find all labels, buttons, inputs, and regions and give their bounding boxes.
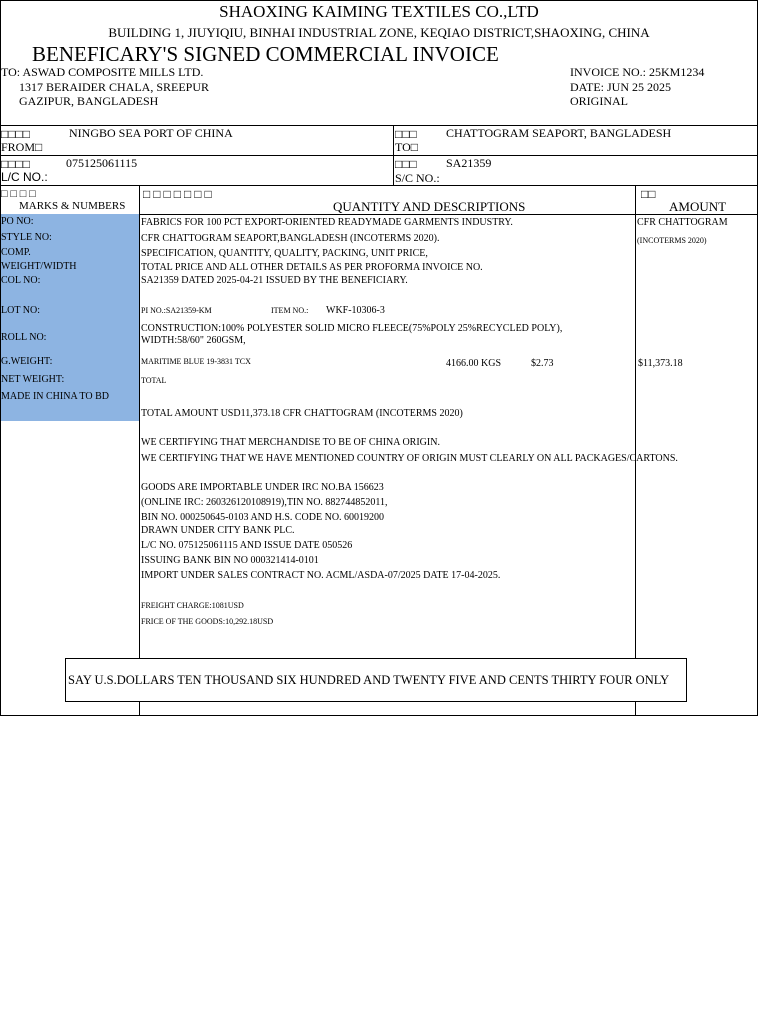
goods-line: L/C NO. 075125061115 AND ISSUE DATE 050526 xyxy=(141,540,353,551)
from-port: NINGBO SEA PORT OF CHINA xyxy=(69,126,233,140)
to-port: CHATTOGRAM SEAPORT, BANGLADESH xyxy=(446,126,672,140)
company-name: SHAOXING KAIMING TEXTILES CO.,LTD xyxy=(219,2,539,21)
goods-line: ISSUING BANK BIN NO 000321414-0101 xyxy=(141,555,319,566)
sc-number: SA21359 xyxy=(446,156,492,170)
unit-price: $2.73 xyxy=(531,358,554,369)
marks-po: PO NO: xyxy=(1,216,34,227)
marks-style: STYLE NO: xyxy=(1,232,52,243)
invoice-original-mark: ORIGINAL xyxy=(570,94,628,108)
goods-line: (ONLINE IRC: 260326120108919),TIN NO. 882744852011, xyxy=(141,497,388,508)
marks-cn-header: □ □ □ □ xyxy=(1,188,36,200)
item-number: WKF-10306-3 xyxy=(326,305,385,316)
total-label: TOTAL xyxy=(141,376,167,385)
amount-terms: CFR CHATTOGRAM xyxy=(637,217,728,228)
quantity: 4166.00 KGS xyxy=(446,358,502,369)
total-amount-text: TOTAL AMOUNT USD11,373.18 CFR CHATTOGRAM (INCOTERMS 2020) xyxy=(141,408,463,419)
description-header: QUANTITY AND DESCRIPTIONS xyxy=(333,199,526,214)
to-cn-label: □□□ xyxy=(395,127,417,141)
certification-line: WE CERTIFYING THAT WE HAVE MENTIONED COUNTRY OF ORIGIN MUST CLEARLY ON ALL PACKAGES/CARTONS. xyxy=(141,453,678,464)
freight-charge: FREIGHT CHARGE:1081USD xyxy=(141,601,244,610)
amount-cn-header: □□ xyxy=(641,187,656,201)
goods-line: BIN NO. 000250645-0103 AND H.S. CODE NO. 60019200 xyxy=(141,512,385,523)
marks-lot: LOT NO: xyxy=(1,305,40,316)
construction: CONSTRUCTION:100% POLYESTER SOLID MICRO FLEECE(75%POLY 25%RECYCLED POLY), xyxy=(141,323,563,334)
amount-in-words-box xyxy=(65,658,687,702)
goods-line: GOODS ARE IMPORTABLE UNDER IRC NO.BA 156623 xyxy=(141,482,384,493)
width-spec: WIDTH:58/60" 260GSM, xyxy=(141,335,246,346)
marks-net-weight: NET WEIGHT: xyxy=(1,374,65,385)
description-line: SA21359 DATED 2025-04-21 ISSUED BY THE BENEFICIARY. xyxy=(141,275,408,286)
description-cn-header: □ □ □ □ □ □ □ xyxy=(143,187,212,201)
marks-col: COL NO: xyxy=(1,275,41,286)
description-line: FABRICS FOR 100 PCT EXPORT-ORIENTED READYMADE GARMENTS INDUSTRY. xyxy=(141,217,513,228)
sc-cn-label: □□□ xyxy=(395,157,417,171)
amount-value: $11,373.18 xyxy=(638,358,683,369)
goods-line: IMPORT UNDER SALES CONTRACT NO. ACML/ASDA-07/2025 DATE 17-04-2025. xyxy=(141,570,501,581)
pi-number: PI NO.:SA21359-KM xyxy=(141,306,212,315)
from-label: FROM□ xyxy=(1,140,43,154)
marks-highlight xyxy=(1,214,139,421)
description-line: CFR CHATTOGRAM SEAPORT,BANGLADESH (INCOTERMS 2020). xyxy=(141,233,440,244)
marks-made-in: MADE IN CHINA TO BD xyxy=(1,391,109,402)
item-label: ITEM NO.: xyxy=(271,306,309,315)
lc-cn-label: □□□□ xyxy=(1,157,30,171)
amount-header: AMOUNT xyxy=(669,199,727,214)
sc-label: S/C NO.: xyxy=(395,171,440,185)
amount-incoterms: (INCOTERMS 2020) xyxy=(637,236,707,245)
description-line: TOTAL PRICE AND ALL OTHER DETAILS AS PER PROFORMA INVOICE NO. xyxy=(141,262,483,273)
marks-header: MARKS & NUMBERS xyxy=(19,200,126,212)
description-line: SPECIFICATION, QUANTITY, QUALITY, PACKING, UNIT PRICE, xyxy=(141,248,428,259)
invoice-date: DATE: JUN 25 2025 xyxy=(570,80,671,94)
from-cn-label: □□□□ xyxy=(1,127,30,141)
invoice-number: INVOICE NO.: 25KM1234 xyxy=(570,65,705,79)
amount-column-divider xyxy=(635,185,636,716)
marks-column-divider xyxy=(139,185,140,716)
lc-label: L/C NO.: xyxy=(1,170,48,184)
consignee-line-2: 1317 BERAIDER CHALA, SREEPUR xyxy=(19,80,210,94)
certification-line: WE CERTIFYING THAT MERCHANDISE TO BE OF CHINA ORIGIN. xyxy=(141,437,440,448)
marks-comp: COMP. xyxy=(1,247,31,258)
columns-divider xyxy=(0,185,758,186)
consignee-line-1: TO: ASWAD COMPOSITE MILLS LTD. xyxy=(1,65,204,79)
company-address: BUILDING 1, JIUYIQIU, BINHAI INDUSTRIAL ZONE, KEQIAO DISTRICT,SHAOXING, CHINA xyxy=(108,25,650,40)
marks-weight-width: WEIGHT/WIDTH xyxy=(1,261,77,272)
marks-gross-weight: G.WEIGHT: xyxy=(1,356,53,367)
color-spec: MARITIME BLUE 19-3831 TCX xyxy=(141,357,251,366)
to-label: TO□ xyxy=(395,140,419,154)
document-title: BENEFICARY'S SIGNED COMMERCIAL INVOICE xyxy=(32,42,499,66)
lc-number: 075125061115 xyxy=(66,156,138,170)
goods-line: DRAWN UNDER CITY BANK PLC. xyxy=(141,525,295,536)
marks-roll: ROLL NO: xyxy=(1,332,47,343)
consignee-line-3: GAZIPUR, BANGLADESH xyxy=(19,94,159,108)
amount-in-words: SAY U.S.DOLLARS TEN THOUSAND SIX HUNDRED AND TWENTY FIVE AND CENTS THIRTY FOUR ONLY xyxy=(68,672,670,687)
price-of-goods: FRICE OF THE GOODS:10,292.18USD xyxy=(141,617,274,626)
route-column-divider xyxy=(393,125,394,185)
